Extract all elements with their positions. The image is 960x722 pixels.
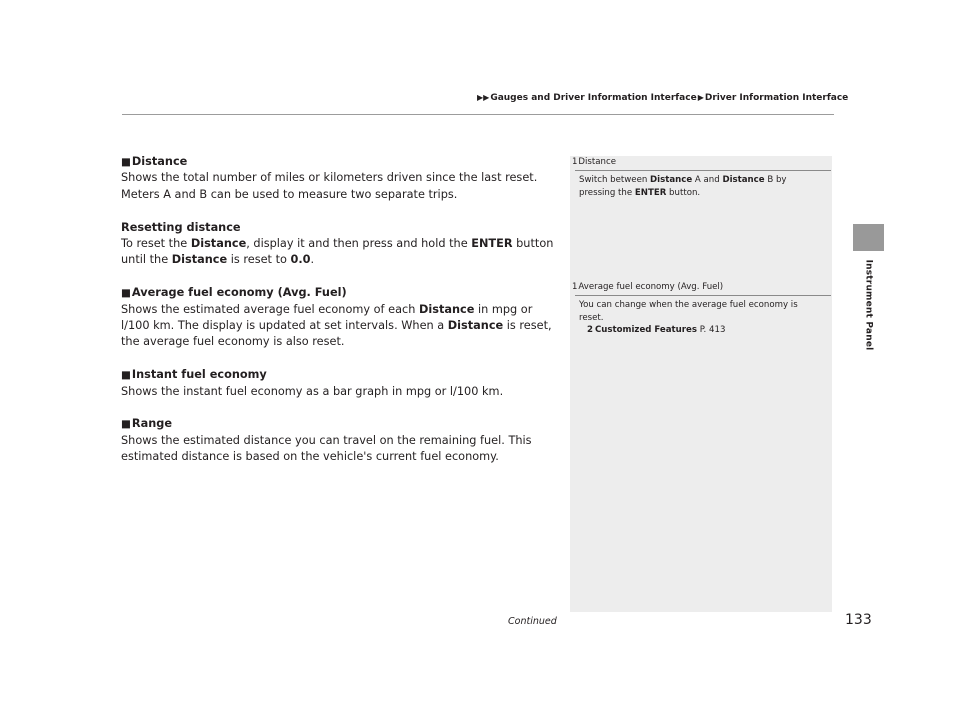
section-tab-label-container bbox=[843, 250, 893, 360]
paragraph-range: Shows the estimated distance you can travel on the remaining fuel. This estimated distance is based on the vehicle's current fuel economy. bbox=[121, 433, 532, 464]
heading-resetting-distance: Resetting distance bbox=[121, 220, 241, 234]
breadcrumb bbox=[476, 93, 849, 103]
square-bullet-icon: ■ bbox=[121, 418, 131, 431]
paragraph-instant-fuel-economy: Shows the instant fuel economy as a bar graph in mpg or l/100 km. bbox=[121, 384, 504, 398]
breadcrumb-item-gauges[interactable]: Gauges and Driver Information Interface bbox=[490, 93, 697, 103]
note-body: Switch between Distance A and Distance B by pressing the ENTER button. bbox=[579, 175, 787, 198]
paragraph-average-fuel-economy: Shows the estimated average fuel economy of each Distance in mpg or l/100 km. The display is updated at set intervals. When a Distance is reset, the average fuel economy is also reset. bbox=[121, 302, 552, 349]
notes-sidebar bbox=[570, 156, 832, 612]
paragraph-resetting-distance: To reset the Distance, display it and then press and hold the ENTER button until the Distance is reset to 0.0. bbox=[121, 237, 554, 267]
heading-distance: ■Distance bbox=[121, 155, 188, 168]
double-arrow-icon: ▶▶ bbox=[477, 93, 490, 102]
note-title: 1Average fuel economy (Avg. Fuel) bbox=[572, 282, 724, 292]
breadcrumb-item-driver-info[interactable]: Driver Information Interface bbox=[704, 93, 849, 103]
continued-label: Continued bbox=[508, 616, 557, 627]
note-reference-icon: 1 bbox=[572, 157, 578, 167]
note-distance bbox=[570, 156, 832, 199]
arrow-icon: ▶ bbox=[697, 93, 704, 102]
heading-range: ■Range bbox=[121, 417, 173, 431]
main-content bbox=[121, 154, 561, 466]
cross-reference-link[interactable]: 2 Customized Features P. 413 bbox=[587, 325, 726, 335]
page-number: 133 bbox=[845, 612, 872, 628]
paragraph-distance: Shows the total number of miles or kilometers driven since the last reset. Meters A and B can be used to measure two separate trips. bbox=[121, 171, 538, 201]
note-reference-icon: 1 bbox=[572, 282, 578, 292]
heading-average-fuel-economy: ■Average fuel economy (Avg. Fuel) bbox=[121, 286, 347, 300]
square-bullet-icon: ■ bbox=[121, 287, 131, 300]
section-tab-label: Instrument Panel bbox=[863, 259, 873, 351]
note-title: 1Distance bbox=[572, 157, 616, 167]
section-tab-marker bbox=[853, 224, 884, 251]
square-bullet-icon: ■ bbox=[121, 369, 131, 382]
square-bullet-icon: ■ bbox=[121, 156, 131, 168]
heading-instant-fuel-economy: ■Instant fuel economy bbox=[121, 368, 267, 382]
note-body: You can change when the average fuel economy is reset. 2 Customized Features P. 413 bbox=[570, 296, 832, 337]
note-average-fuel-economy bbox=[570, 281, 832, 337]
header-divider bbox=[122, 114, 834, 115]
cross-reference-icon: 2 bbox=[587, 325, 593, 335]
